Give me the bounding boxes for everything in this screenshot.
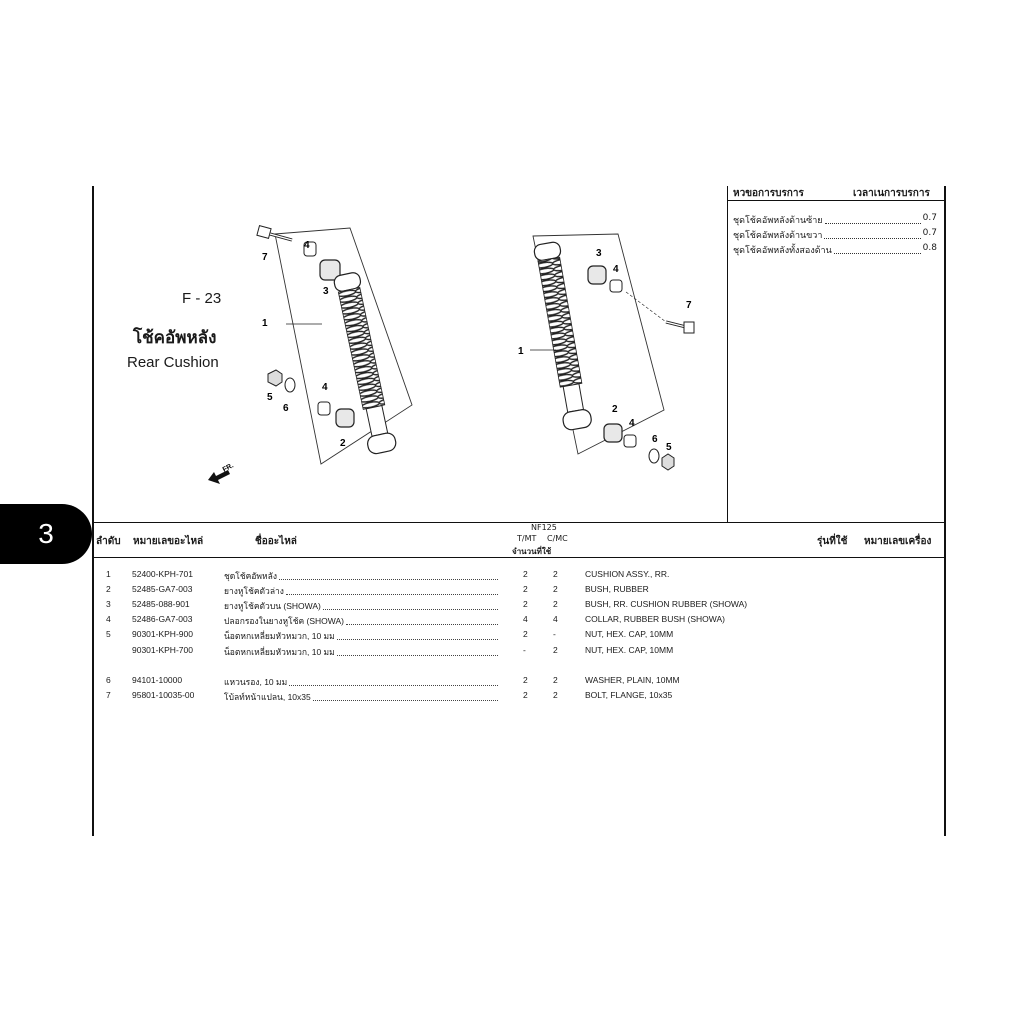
name-text: ยางหูโช้คตัวบน (SHOWA) [224,601,321,611]
cell-tm: 2 [523,690,528,700]
service-label: ชุดโช้คอัพหลังด้านซ้าย [733,216,823,226]
rubber-bush-icon [336,409,354,427]
callout-label: 1 [262,318,268,329]
table-row [0,599,1024,613]
service-label: ชุดโช้คอัพหลังทั้งสองด้าน [733,246,832,256]
table-row [0,569,1024,583]
callout-label: 4 [613,264,619,275]
cell-cmc: 2 [553,675,558,685]
cell-cmc: 4 [553,614,558,624]
cell-name-en: BOLT, FLANGE, 10x35 [585,690,673,700]
hex-nut-icon [268,370,282,386]
callout-label: 3 [596,248,602,259]
leader-dots [824,228,920,239]
table-row [0,614,1024,628]
cell-part-no: 95801-10035-00 [132,690,195,700]
cell-tm: 2 [523,569,528,579]
cell-name-th [224,690,500,704]
col-header-no: ลำดับ [96,536,121,547]
cell-part-no: 52400-KPH-701 [132,569,193,579]
washer-icon [285,378,295,392]
service-row [733,243,937,257]
cell-part-no: 90301-KPH-700 [132,645,193,655]
cell-cmc: 2 [553,584,558,594]
left-outline [275,228,412,464]
callout-label: 7 [262,252,268,263]
cell-no: 3 [106,599,111,609]
name-text: แหวนรอง, 10 มม [224,677,288,687]
leader-dots [337,629,498,640]
cell-no: 2 [106,584,111,594]
col-header-cmc: C/MC [547,534,568,543]
table-row [0,675,1024,689]
cell-tm: 2 [523,584,528,594]
page-title-english: Rear Cushion [127,354,219,371]
leader-dots [346,614,498,625]
cell-name-th [224,584,500,598]
cell-name-th [224,645,500,659]
name-text: น็อตหกเหลี่ยมหัวหมวก, 10 มม [224,647,335,657]
callout-label: 7 [686,300,692,311]
service-time: 0.7 [922,228,937,238]
cell-part-no: 52485-088-901 [132,599,190,609]
service-row [733,213,937,227]
cell-cmc: - [553,629,556,639]
figure-code: F - 23 [182,290,222,307]
col-header-used: รุ่นที่ใช้ [817,536,848,547]
callout-label: 5 [666,442,672,453]
cell-name-en: NUT, HEX. CAP, 10MM [585,645,674,655]
cell-no: 6 [106,675,111,685]
cell-name-en: BUSH, RR. CUSHION RUBBER (SHOWA) [585,599,748,609]
cell-name-en: WASHER, PLAIN, 10MM [585,675,680,685]
leader-dots [337,645,498,656]
col-header-part-no: หมายเลขอะไหล่ [133,536,204,547]
cell-name-th [224,629,500,643]
left-shock-assembly [257,226,412,464]
cell-tm: 4 [523,614,528,624]
page-title-thai: โช้คอัพหลัง [133,328,217,348]
hex-nut-icon [662,454,674,470]
leader-dots [323,599,498,610]
table-row [0,584,1024,598]
page-left-border [92,186,94,836]
cell-name-en: COLLAR, RUBBER BUSH (SHOWA) [585,614,725,624]
cell-cmc: 2 [553,569,558,579]
service-box-divider [727,186,728,522]
callout-label: 4 [629,418,635,429]
cell-tm: 2 [523,629,528,639]
callout-label: 2 [612,404,618,415]
cell-part-no: 52486-GA7-003 [132,614,193,624]
col-header-model: NF125 [531,523,557,532]
collar-icon [610,280,622,292]
table-row [0,629,1024,643]
table-row [0,690,1024,704]
callout-label: 5 [267,392,273,403]
service-time: 0.8 [922,243,937,253]
page-right-border [944,186,946,836]
cell-name-en: NUT, HEX. CAP, 10MM [585,629,674,639]
callout-label: 6 [652,434,658,445]
table-row [0,645,1024,659]
callout-label: 3 [323,286,329,297]
service-label: ชุดโช้คอัพหลังด้านขวา [733,231,823,241]
callout-label: 1 [518,346,524,357]
col-header-name: ชื่ออะไหล่ [255,536,297,547]
cell-tm: 2 [523,599,528,609]
washer-icon [649,449,659,463]
collar-icon [318,402,330,415]
chapter-tab: 3 [0,504,92,564]
callout-label: 6 [283,403,289,414]
name-text: ปลอกรองในยางหูโช้ค (SHOWA) [224,616,344,626]
leader-dots [834,243,921,254]
service-item-header: หวขอการบรการ [733,188,804,199]
cell-name-en: CUSHION ASSY., RR. [585,569,670,579]
col-header-qty: จำนวนที่ใช้ [512,547,552,556]
cell-name-th [224,614,500,628]
leader-dots [825,213,921,224]
cell-cmc: 2 [553,599,558,609]
exploded-parts-diagram [190,210,720,500]
name-text: ชุดโช้คอัพหลัง [224,571,277,581]
callout-label: 4 [304,240,310,251]
cell-no: 4 [106,614,111,624]
callout-label: 4 [322,382,328,393]
name-text: โบ้ลท์หน้าแปลน, 10x35 [224,692,311,702]
front-arrow-icon [208,462,235,484]
bolt-icon [666,322,694,333]
name-text: น็อตหกเหลี่ยมหัวหมวก, 10 มม [224,631,335,641]
cell-tm: - [523,645,526,655]
cell-no: 5 [106,629,111,639]
cell-part-no: 52485-GA7-003 [132,584,193,594]
rubber-bush-icon [604,424,622,442]
shock-absorber-icon [532,241,592,431]
cell-part-no: 94101-10000 [132,675,183,685]
cell-cmc: 2 [553,645,558,655]
col-header-tm: T/MT [517,534,537,543]
cell-name-th [224,675,500,689]
cell-name-th [224,569,500,583]
front-marker-label: FR. [221,462,235,474]
collar-icon [624,435,636,447]
cell-cmc: 2 [553,690,558,700]
leader-dots [286,584,498,595]
leader-dots [313,690,498,701]
service-time: 0.7 [922,213,937,223]
cell-no: 7 [106,690,111,700]
leader-dots [289,675,498,686]
cell-name-en: BUSH, RUBBER [585,584,649,594]
rubber-bush-icon [588,266,606,284]
cell-tm: 2 [523,675,528,685]
callout-label: 2 [340,438,346,449]
cell-part-no: 90301-KPH-900 [132,629,193,639]
col-header-engine: หมายเลขเครื่อง [864,536,932,547]
cell-no: 1 [106,569,111,579]
cell-name-th [224,599,500,613]
service-row [733,228,937,242]
name-text: ยางหูโช้คตัวล่าง [224,586,284,596]
table-top-rule [93,522,945,523]
right-shock-assembly [518,234,694,470]
service-time-header: เวลาเนการบรการ [853,188,930,199]
leader-dots [279,569,498,580]
